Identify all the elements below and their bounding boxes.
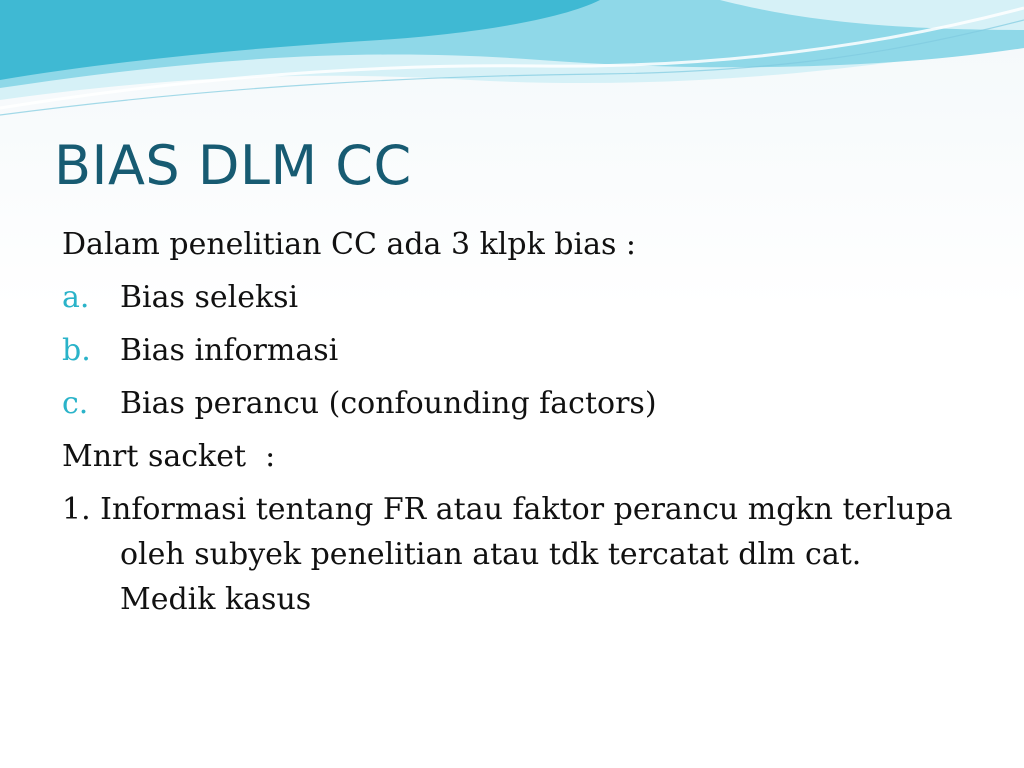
list-item — [62, 328, 962, 381]
list-item-text: Bias seleksi — [120, 280, 299, 315]
list-marker: a. — [62, 280, 90, 315]
slide-title: BIAS DLM CC — [54, 134, 412, 197]
source-line: Mnrt sacket : — [62, 439, 276, 474]
list-item-text: Bias informasi — [120, 333, 339, 368]
list-item — [62, 275, 962, 328]
list-item-text: Bias perancu (confounding factors) — [120, 386, 657, 421]
slide-body — [62, 222, 962, 622]
intro-text: Dalam penelitian CC ada 3 klpk bias : — [62, 227, 637, 262]
list-item — [62, 381, 962, 434]
header-wave-decoration — [0, 0, 1024, 130]
list-marker: b. — [62, 333, 91, 368]
detail-paragraph: 1. Informasi tentang FR atau faktor perancu mgkn terlupa oleh subyek penelitian atau tdk tercatat dlm cat. Medik kasus — [62, 492, 953, 617]
list-marker: c. — [62, 386, 89, 421]
